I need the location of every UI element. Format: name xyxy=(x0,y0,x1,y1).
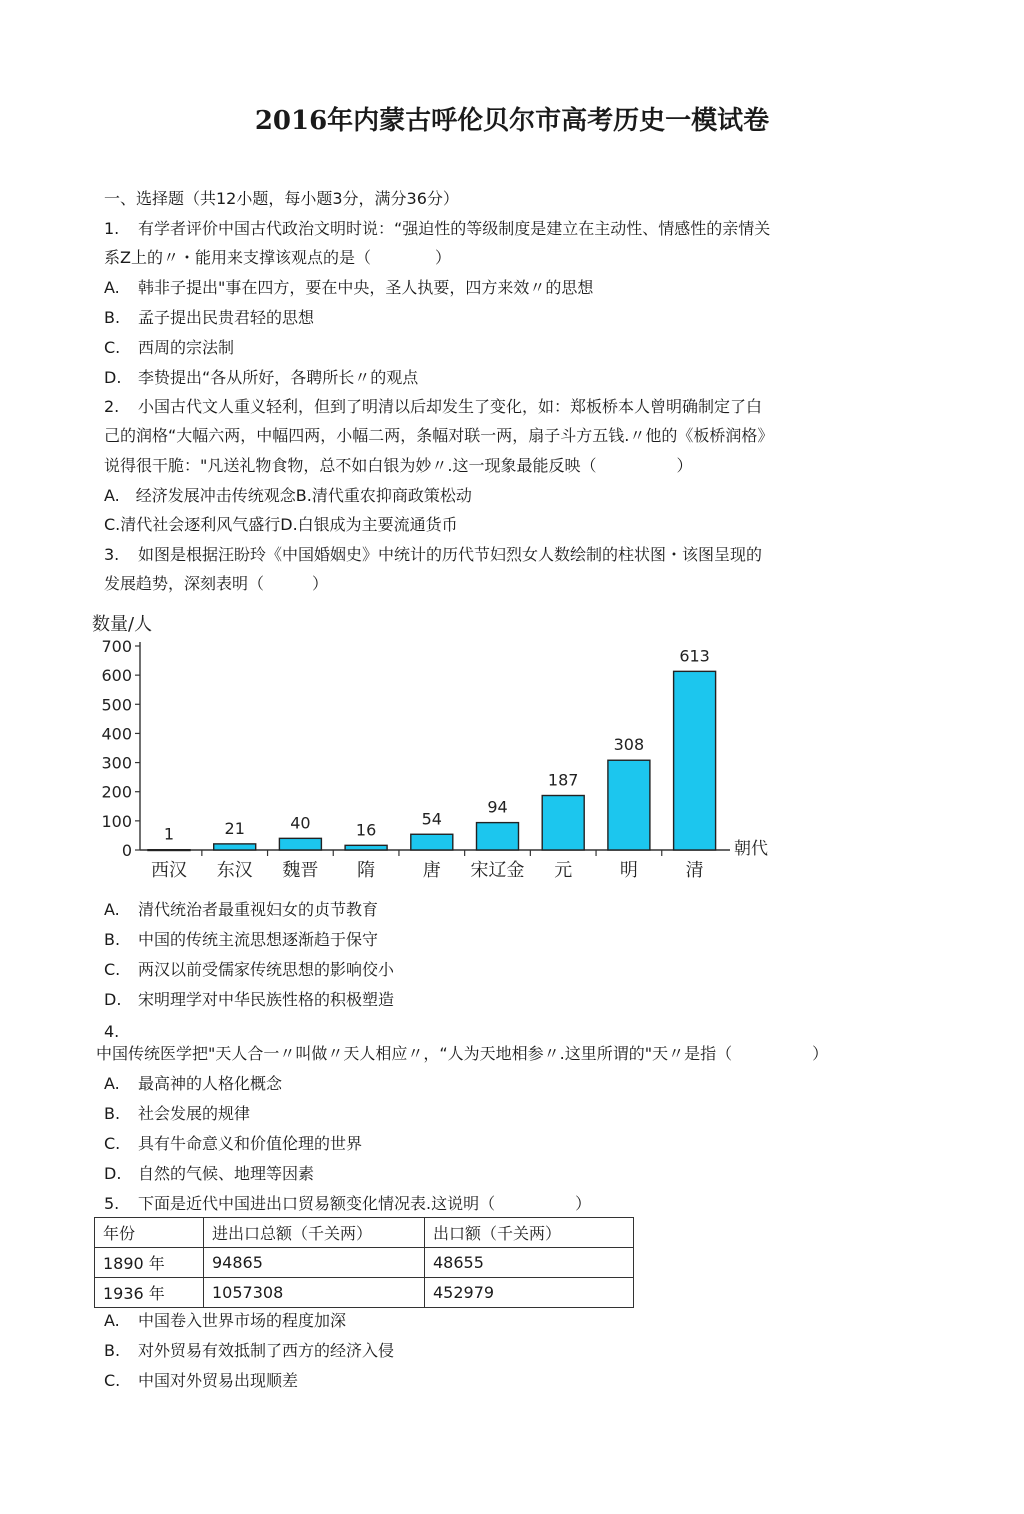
y-tick-label: 0 xyxy=(121,841,132,860)
option-label: C. xyxy=(104,338,121,357)
option-text: 李贽提出“各从所好，各聘所长〃的观点 xyxy=(138,368,419,387)
q1-option-d xyxy=(104,368,418,388)
bar xyxy=(148,850,190,851)
q4-option-a xyxy=(104,1074,282,1094)
y-tick-label: 100 xyxy=(101,811,132,831)
q5-option-b xyxy=(104,1341,394,1361)
x-axis-label: 朝代 xyxy=(734,839,768,859)
data-label: 187 xyxy=(547,770,579,790)
q2-number: 2. xyxy=(104,397,120,416)
option-label: A. xyxy=(104,278,120,297)
option-text: 清代统治者最重视妇女的贞节教育 xyxy=(138,900,379,919)
q4-line1: 中国传统医学把"天人合一〃叫做〃天人相应〃，“人为天地相参〃.这里所谓的"天〃是指（ ） xyxy=(96,1044,829,1063)
option-label: C. xyxy=(104,1371,121,1390)
section-heading: 一、选择题（共12小题，每小题3分，满分36分） xyxy=(104,189,459,208)
q4-option-c xyxy=(104,1134,362,1154)
q1-number: 1. xyxy=(104,219,120,238)
q4-option-b xyxy=(104,1104,250,1124)
q3-line1 xyxy=(104,545,762,565)
q3-number: 3. xyxy=(104,545,120,564)
q5-option-c xyxy=(104,1371,298,1391)
q1-line1 xyxy=(104,219,770,239)
q1-option-b xyxy=(104,308,314,328)
q3-text-1: 如图是根据汪盼玲《中国婚姻史》中统计的历代节妇烈女人数绘制的柱状图・该图呈现的 xyxy=(138,545,763,564)
q2-line1 xyxy=(104,397,762,417)
bar xyxy=(279,838,321,850)
q3-option-b xyxy=(104,930,378,950)
option-text: 韩非子提出"事在四方，要在中央，圣人执要，四方来效〃的思想 xyxy=(138,278,594,297)
option-text: 中国卷入世界市场的程度加深 xyxy=(138,1311,347,1330)
q5-text-1: 下面是近代中国进出口贸易额变化情况表.这说明（ ） xyxy=(138,1194,592,1213)
x-tick-label: 元 xyxy=(554,860,573,881)
table-header-cell: 进出口总额（千关两） xyxy=(204,1218,425,1248)
table-cell: 1936 年 xyxy=(95,1278,204,1308)
table-cell: 452979 xyxy=(425,1278,634,1308)
y-tick-label: 200 xyxy=(101,782,132,802)
data-label: 21 xyxy=(224,818,245,838)
option-text: 对外贸易有效抵制了西方的经济入侵 xyxy=(138,1341,395,1360)
q2-line2: 己的润格“大幅六两，中幅四两，小幅二两，条幅对联一两，扇子斗方五钱.〃他的《板桥润格》 xyxy=(104,426,774,445)
q3-line2: 发展趋势，深刻表明（ ） xyxy=(104,574,329,593)
data-label: 40 xyxy=(290,813,311,833)
q1-line2: 系Z上的〃・能用来支撑该观点的是（ ） xyxy=(104,248,451,267)
y-axis-label: 数量/人 xyxy=(92,614,153,635)
q2-line3: 说得很干脆："凡送礼物食物，总不如白银为妙〃.这一现象最能反映（ ） xyxy=(104,456,693,475)
y-tick-label: 700 xyxy=(101,637,132,656)
option-text: 具有牛命意义和价值伦理的世界 xyxy=(138,1134,363,1153)
option-label: D. xyxy=(104,990,122,1009)
option-text: 中国对外贸易出现顺差 xyxy=(138,1371,299,1390)
option-text: 中国的传统主流思想逐渐趋于保守 xyxy=(138,930,379,949)
option-text: 两汉以前受儒家传统思想的影响佼小 xyxy=(138,960,395,979)
table-cell: 1890 年 xyxy=(95,1248,204,1278)
q5-option-a xyxy=(104,1311,346,1331)
option-label: C. xyxy=(104,1134,121,1153)
option-label: A. xyxy=(104,1074,120,1093)
option-label: B. xyxy=(104,1341,121,1360)
bar xyxy=(674,671,716,850)
page-title: 2016年内蒙古呼伦贝尔市高考历史一模试卷 xyxy=(254,106,770,136)
table-cell: 94865 xyxy=(204,1248,425,1278)
q2-options-cd: C.清代社会逐利风气盛行D.白银成为主要流通货币 xyxy=(104,515,458,534)
table-cell: 1057308 xyxy=(204,1278,425,1308)
x-tick-label: 宋辽金 xyxy=(470,860,525,881)
bar xyxy=(608,760,650,850)
q4-option-d xyxy=(104,1164,314,1184)
table-header-row xyxy=(95,1218,634,1248)
option-label: B. xyxy=(104,308,121,327)
bar xyxy=(345,845,387,850)
y-tick-label: 600 xyxy=(101,666,132,686)
data-label: 16 xyxy=(355,820,377,840)
y-tick-label: 400 xyxy=(101,724,132,744)
q2-options-ab: A. 经济发展冲击传统观念B.清代重农抑商政策松动 xyxy=(104,486,472,505)
q3-option-d xyxy=(104,990,394,1010)
x-tick-label: 清 xyxy=(685,860,704,881)
q3-option-a xyxy=(104,900,378,920)
data-label: 308 xyxy=(613,735,645,755)
option-label: B. xyxy=(104,1104,121,1123)
y-tick-label: 500 xyxy=(101,695,132,715)
data-label: 1 xyxy=(163,824,175,844)
trade-table xyxy=(94,1217,634,1308)
q1-option-a xyxy=(104,278,593,298)
q3-option-c xyxy=(104,960,394,980)
x-tick-label: 隋 xyxy=(357,860,376,881)
x-tick-label: 东汉 xyxy=(216,860,253,881)
data-label: 54 xyxy=(421,809,442,829)
option-text: 西周的宗法制 xyxy=(138,338,235,357)
option-text: 自然的气候、地理等因素 xyxy=(138,1164,315,1183)
q2-text-1: 小国古代文人重义轻利，但到了明清以后却发生了变化，如：郑板桥本人曾明确制定了白 xyxy=(138,397,763,416)
y-tick-label: 300 xyxy=(101,753,132,773)
q4-number: 4. xyxy=(104,1022,120,1041)
x-tick-label: 明 xyxy=(619,860,638,881)
bar xyxy=(411,834,453,850)
table-cell: 48655 xyxy=(425,1248,634,1278)
q5-number: 5. xyxy=(104,1194,120,1213)
option-label: D. xyxy=(104,1164,122,1183)
bar xyxy=(542,796,584,850)
q1-text-1: 有学者评价中国古代政治文明时说：“强迫性的等级制度是建立在主动性、情感性的亲情关 xyxy=(138,219,771,238)
option-text: 宋明理学对中华民族性格的积极塑造 xyxy=(138,990,395,1009)
option-label: D. xyxy=(104,368,122,387)
option-label: A. xyxy=(104,1311,120,1330)
table-row xyxy=(95,1248,634,1278)
option-text: 社会发展的规律 xyxy=(138,1104,251,1123)
data-label: 613 xyxy=(679,646,710,666)
data-label: 94 xyxy=(487,797,508,817)
x-tick-label: 唐 xyxy=(422,860,441,881)
q1-option-c xyxy=(104,338,234,358)
table-row xyxy=(95,1278,634,1308)
x-tick-label: 西汉 xyxy=(151,860,187,881)
table-header-cell: 出口额（千关两） xyxy=(425,1218,634,1248)
option-text: 最高神的人格化概念 xyxy=(138,1074,283,1093)
q5-line1 xyxy=(104,1194,591,1214)
x-tick-label: 魏晋 xyxy=(282,860,319,881)
option-label: C. xyxy=(104,960,121,979)
table-header-cell: 年份 xyxy=(95,1218,204,1248)
option-label: A. xyxy=(104,900,120,919)
dynasty-bar-chart xyxy=(88,608,788,890)
bar xyxy=(477,823,519,850)
option-label: B. xyxy=(104,930,121,949)
option-text: 孟子提出民贵君轻的思想 xyxy=(138,308,315,327)
bar xyxy=(214,844,256,850)
